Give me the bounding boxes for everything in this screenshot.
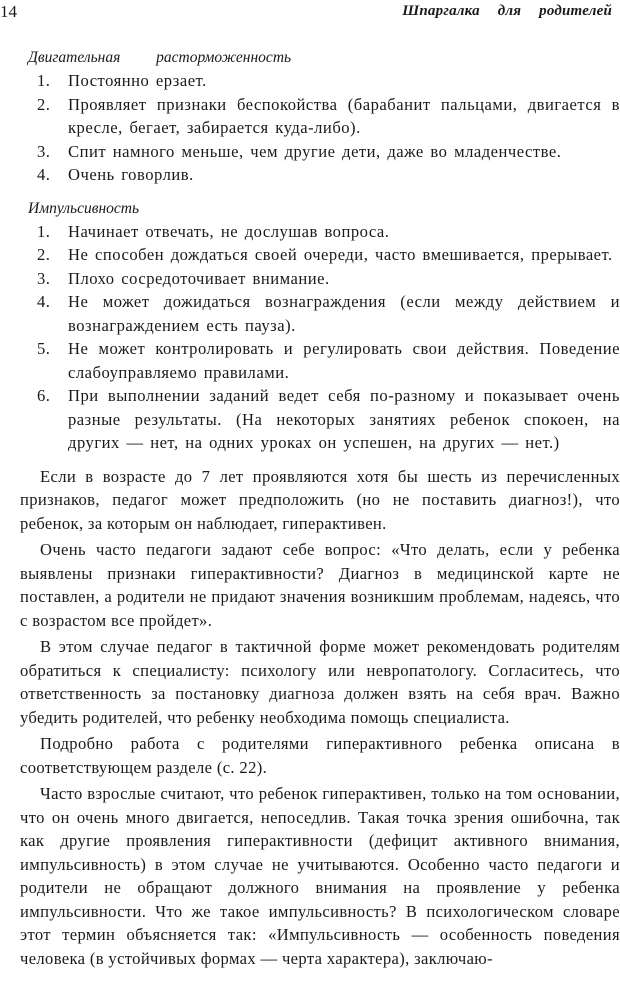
- list-number: 3.: [37, 268, 51, 288]
- paragraph: Очень часто педагоги задают себе вопрос: «Что делать, если у ребенка выявлены признаки гиперактивности? Диагноз в медицинской карте не поставлен, а родители не придают значения возникшим проблемам, надеясь, что с возрастом все пройдет».: [20, 540, 620, 630]
- list-text: Постоянно ерзает.: [68, 71, 207, 90]
- list-text: Спит намного меньше, чем другие дети, даже во младенчестве.: [68, 141, 562, 161]
- list-number: 2.: [37, 94, 51, 114]
- list-item: [37, 290, 620, 337]
- list-item: [37, 69, 620, 93]
- list-item: [37, 243, 620, 267]
- page-header: [0, 2, 620, 24]
- list-impulsivity: [28, 220, 620, 455]
- list-item: [37, 267, 620, 291]
- list-text: Не способен дождаться своей очереди, часто вмешивается, прерывает.: [68, 245, 613, 264]
- paragraph: В этом случае педагог в тактичной форме может рекомендовать родителям обратиться к специалисту: психологу или невропатологу. Согласитесь, что ответственность за постановку диагноза должен взять на себя врач. Важно убедить родителей, что ребенку необходима помощь специалиста.: [20, 637, 620, 727]
- list-text: При выполнении заданий ведет себя по-разному и показывает очень разные результаты. (На некоторых занятиях ребенок спокоен, на других — нет, на одних уроках он успешен, на других — нет.): [68, 386, 620, 452]
- list-item: [37, 140, 620, 164]
- list-number: 5.: [37, 339, 51, 358]
- list-number: 2.: [37, 245, 51, 264]
- list-text: Проявляет признаки беспокойства (барабанит пальцами, двигается в кресле, бегает, забирается куда-либо).: [68, 94, 620, 137]
- list-motor: [28, 69, 620, 187]
- list-item: [37, 384, 620, 455]
- list-text: Не может контролировать и регулировать свои действия. Поведение слабоуправляемо правилами.: [68, 339, 620, 382]
- paragraph: Подробно работа с родителями гиперактивного ребенка описана в соответствующем разделе (с. 22).: [20, 734, 620, 777]
- list-number: 6.: [37, 386, 51, 405]
- list-number: 3.: [37, 141, 51, 161]
- list-number: 4.: [37, 165, 51, 184]
- running-title: Шпаргалка для родителей: [402, 3, 612, 19]
- page-body: [20, 46, 620, 973]
- paragraph: Если в возрасте до 7 лет проявляются хотя бы шесть из перечисленных признаков, педагог может предположить (но не поставить диагноз!), что ребенок, за которым он наблюдает, гиперактивен.: [20, 466, 620, 533]
- section-title-impulsivity: Импульсивность: [28, 199, 140, 217]
- page-number: 14: [0, 2, 17, 21]
- list-number: 1.: [37, 221, 51, 241]
- list-item: [37, 93, 620, 140]
- list-text: Начинает отвечать, не дослушав вопроса.: [68, 221, 390, 241]
- list-text: Не может дожидаться вознаграждения (если между действием и вознаграждением есть пауза).: [68, 292, 620, 335]
- list-item: [37, 163, 620, 187]
- list-number: 1.: [37, 71, 51, 90]
- list-text: Плохо сосредоточивает внимание.: [68, 268, 330, 288]
- paragraph: Часто взрослые считают, что ребенок гиперактивен, только на том основании, что он очень много двигается, непоседлив. Такая точка зрения ошибочна, так как другие проявления гиперактивности (дефицит активного внимания, импульсивность) в этом случае не учитываются. Особенно часто педагоги и родители не обращают должного внимания на проявление у ребенка импульсивности. Что же такое импульсивность? В психологическом словаре этот термин объясняется так: «Импульсивность — особенность поведения человека (в устойчивых формах — черта характера), заключаю-: [20, 784, 620, 968]
- section-title-motor: Двигательная расторможенность: [28, 49, 292, 66]
- list-item: [37, 220, 620, 244]
- list-number: 4.: [37, 292, 51, 311]
- list-text: Очень говорлив.: [68, 165, 194, 184]
- list-item: [37, 337, 620, 384]
